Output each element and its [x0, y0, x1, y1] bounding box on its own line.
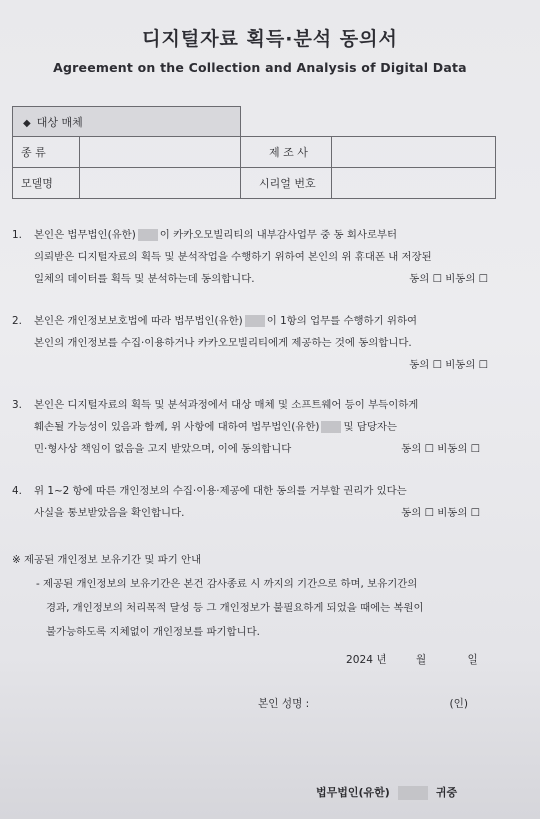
recipient-firm: 법무법인(유한) — [316, 786, 390, 799]
redaction-block — [138, 229, 158, 241]
recipient-suffix: 귀중 — [435, 786, 458, 799]
clause-text: 및 담당자는 — [343, 421, 397, 433]
seal-mark: (인) — [449, 698, 468, 710]
date-day: 일 — [467, 654, 478, 666]
kind-field[interactable] — [80, 137, 241, 168]
model-field[interactable] — [80, 168, 241, 199]
signature-line — [258, 696, 468, 711]
notice-body-line: 경과, 개인정보의 처리목적 달성 등 그 개인정보가 불필요하게 되었을 때에는 복원이 — [46, 602, 424, 614]
notice-heading: ※ 제공된 개인정보 보유기간 및 파기 안내 — [12, 554, 202, 566]
clause-text: 본인은 디지털자료의 획득 및 분석과정에서 대상 매체 및 소프트웨어 등이 부득이하게 — [34, 399, 419, 411]
clause-text: 의뢰받은 디지털자료의 획득 및 분석작업을 수행하기 위하여 본인의 위 휴대폰 내 저장된 — [34, 251, 432, 263]
clause-text: 본인은 개인정보보호법에 따라 법무법인(유한) — [34, 315, 243, 327]
clause-text: 일체의 데이터를 획득 및 분석하는데 동의합니다. — [34, 273, 255, 285]
section-label: 대상 매체 — [36, 115, 83, 129]
redaction-block — [321, 421, 341, 433]
date-line — [346, 652, 478, 667]
maker-field[interactable] — [332, 137, 496, 168]
clause-number: 2. — [12, 315, 22, 327]
diamond-bullet-icon: ◆ — [23, 117, 31, 129]
section-header-cell — [13, 107, 241, 137]
serial-field[interactable] — [332, 168, 496, 199]
kind-label: 종 류 — [13, 137, 80, 168]
date-year: 2024 년 — [346, 654, 387, 666]
clause-text: 이 1항의 업무를 수행하기 위하여 — [266, 315, 418, 327]
signature-label: 본인 성명 : — [258, 698, 310, 710]
recipient-line — [316, 784, 457, 800]
clause-2 — [12, 310, 492, 376]
clause-text: 본인은 법무법인(유한) — [34, 229, 136, 241]
consent-checkboxes[interactable]: 동의 ☐ 비동의 ☐ — [401, 507, 480, 519]
clause-4 — [12, 480, 492, 524]
redaction-block — [245, 315, 265, 327]
device-info-table — [12, 106, 496, 199]
clause-3 — [12, 394, 492, 460]
consent-checkboxes[interactable]: 동의 ☐ 비동의 ☐ — [409, 359, 488, 371]
consent-checkboxes[interactable]: 동의 ☐ 비동의 ☐ — [401, 443, 480, 455]
redaction-block — [398, 786, 428, 800]
empty-header-cell — [241, 107, 496, 137]
clause-1 — [12, 224, 492, 290]
model-label: 모델명 — [13, 168, 80, 199]
clause-text: 사실을 통보받았음을 확인합니다. — [34, 507, 185, 519]
clause-number: 1. — [12, 229, 22, 241]
clause-text: 본인의 개인정보를 수집·이용하거나 카카오모빌리티에게 제공하는 것에 동의합니다. — [34, 337, 412, 349]
clause-text: 위 1~2 항에 따른 개인정보의 수집·이용·제공에 대한 동의를 거부할 권리가 있다는 — [34, 485, 407, 497]
notice-body-line: 불가능하도록 지체없이 개인정보를 파기합니다. — [46, 626, 260, 638]
serial-label: 시리얼 번호 — [241, 168, 332, 199]
clause-number: 3. — [12, 399, 22, 411]
document-title: 디지털자료 획득·분석 동의서 — [142, 28, 398, 50]
clause-text: 이 카카오모빌리티의 내부감사업무 중 동 회사로부터 — [159, 229, 398, 241]
maker-label: 제 조 사 — [241, 137, 332, 168]
retention-notice — [12, 548, 492, 644]
consent-checkboxes[interactable]: 동의 ☐ 비동의 ☐ — [409, 273, 488, 285]
notice-body-line: - 제공된 개인정보의 보유기간은 본건 감사종료 시 까지의 기간으로 하며, 보유기간의 — [36, 578, 418, 590]
date-month: 월 — [415, 654, 427, 666]
document-subtitle: Agreement on the Collection and Analysis of Digital Data — [53, 60, 467, 75]
clause-number: 4. — [12, 485, 22, 497]
clause-text: 훼손될 가능성이 있음과 함께, 위 사항에 대하여 법무법인(유한) — [34, 421, 320, 433]
clause-text: 민·형사상 책임이 없음을 고지 받았으며, 이에 동의합니다 — [34, 443, 292, 455]
